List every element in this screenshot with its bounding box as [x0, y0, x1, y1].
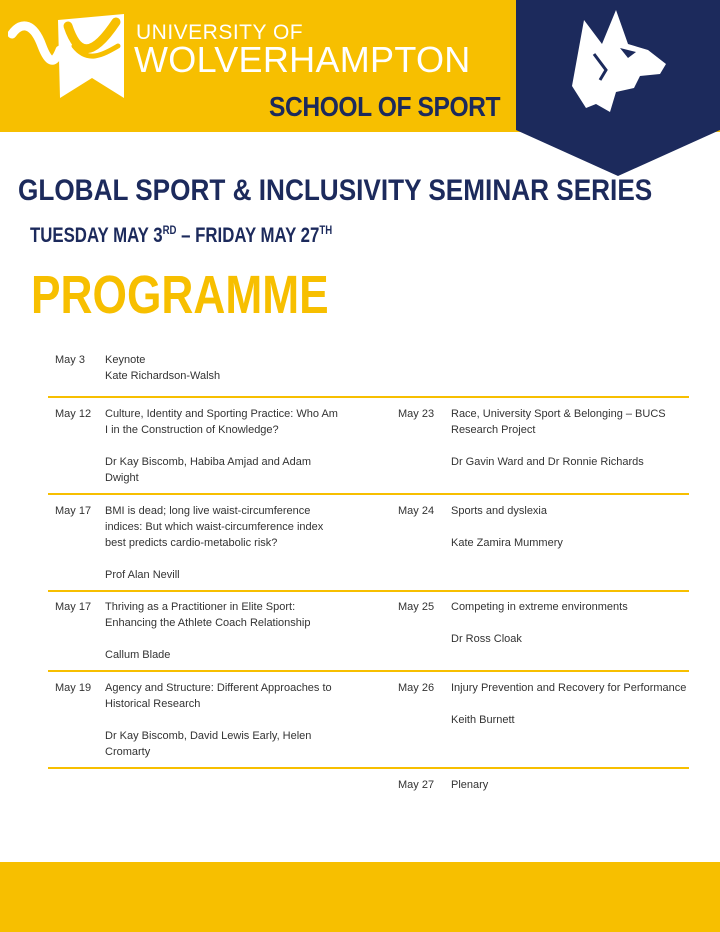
session-date: May 19: [55, 682, 92, 694]
session-speaker: Dr Kay Biscomb, Habiba Amjad and Adam Dwight: [105, 456, 312, 484]
session-date: May 23: [398, 408, 435, 420]
session-date: May 25: [398, 601, 435, 613]
session-date: May 27: [398, 779, 435, 791]
session-title: Competing in extreme environments: [451, 601, 628, 613]
session-details: [451, 599, 689, 647]
series-dates: TUESDAY MAY 3RD – FRIDAY MAY 27TH: [30, 223, 333, 247]
session-details: [451, 406, 689, 470]
session-date: May 3: [55, 354, 85, 366]
session-date: May 17: [55, 601, 92, 613]
session-title: Thriving as a Practitioner in Elite Sport: Enhancing the Athlete Coach Relationship: [105, 601, 311, 629]
session-details: [451, 777, 689, 793]
session-details: [105, 680, 343, 760]
session-speaker: Dr Gavin Ward and Dr Ronnie Richards: [451, 456, 644, 468]
session-title: Plenary: [451, 779, 489, 791]
session-details: [451, 503, 689, 551]
session-details: [105, 599, 343, 663]
session-date: May 12: [55, 408, 92, 420]
session-speaker: Kate Richardson-Walsh: [105, 370, 221, 382]
university-name: WOLVERHAMPTON: [134, 39, 471, 80]
session-title: BMI is dead; long live waist-circumference indices: But which waist-circumference index best predicts cardio-metabolic risk?: [105, 505, 324, 549]
session-title: Sports and dyslexia: [451, 505, 547, 517]
session-details: [451, 680, 689, 728]
session-speaker: Kate Zamira Mummery: [451, 537, 563, 549]
session-date: May 26: [398, 682, 435, 694]
session-speaker: Prof Alan Nevill: [105, 569, 180, 581]
wolf-shield: [516, 0, 720, 176]
session-details: [105, 352, 343, 384]
series-title: GLOBAL SPORT & INCLUSIVITY SEMINAR SERIES: [18, 174, 653, 207]
session-date: May 24: [398, 505, 435, 517]
session-details: [105, 406, 343, 486]
session-title: Keynote: [105, 354, 146, 366]
session-title: Culture, Identity and Sporting Practice: Who Am I in the Construction of Knowledge?: [105, 408, 338, 436]
university-logo-icon: [8, 6, 128, 102]
session-speaker: Dr Ross Cloak: [451, 633, 522, 645]
session-date: May 17: [55, 505, 92, 517]
session-speaker: Keith Burnett: [451, 714, 515, 726]
session-title: Race, University Sport & Belonging – BUCS Research Project: [451, 408, 666, 436]
session-speaker: Callum Blade: [105, 649, 171, 661]
footer-band: [0, 862, 720, 932]
session-details: [105, 503, 343, 583]
programme-heading: PROGRAMME: [31, 265, 329, 325]
school-name: SCHOOL OF SPORT: [269, 91, 501, 122]
session-title: Agency and Structure: Different Approaches to Historical Research: [105, 682, 332, 710]
university-of-text: UNIVERSITY OF: [136, 21, 304, 44]
session-title: Injury Prevention and Recovery for Performance: [451, 682, 687, 694]
session-speaker: Dr Kay Biscomb, David Lewis Early, Helen Cromarty: [105, 730, 312, 758]
